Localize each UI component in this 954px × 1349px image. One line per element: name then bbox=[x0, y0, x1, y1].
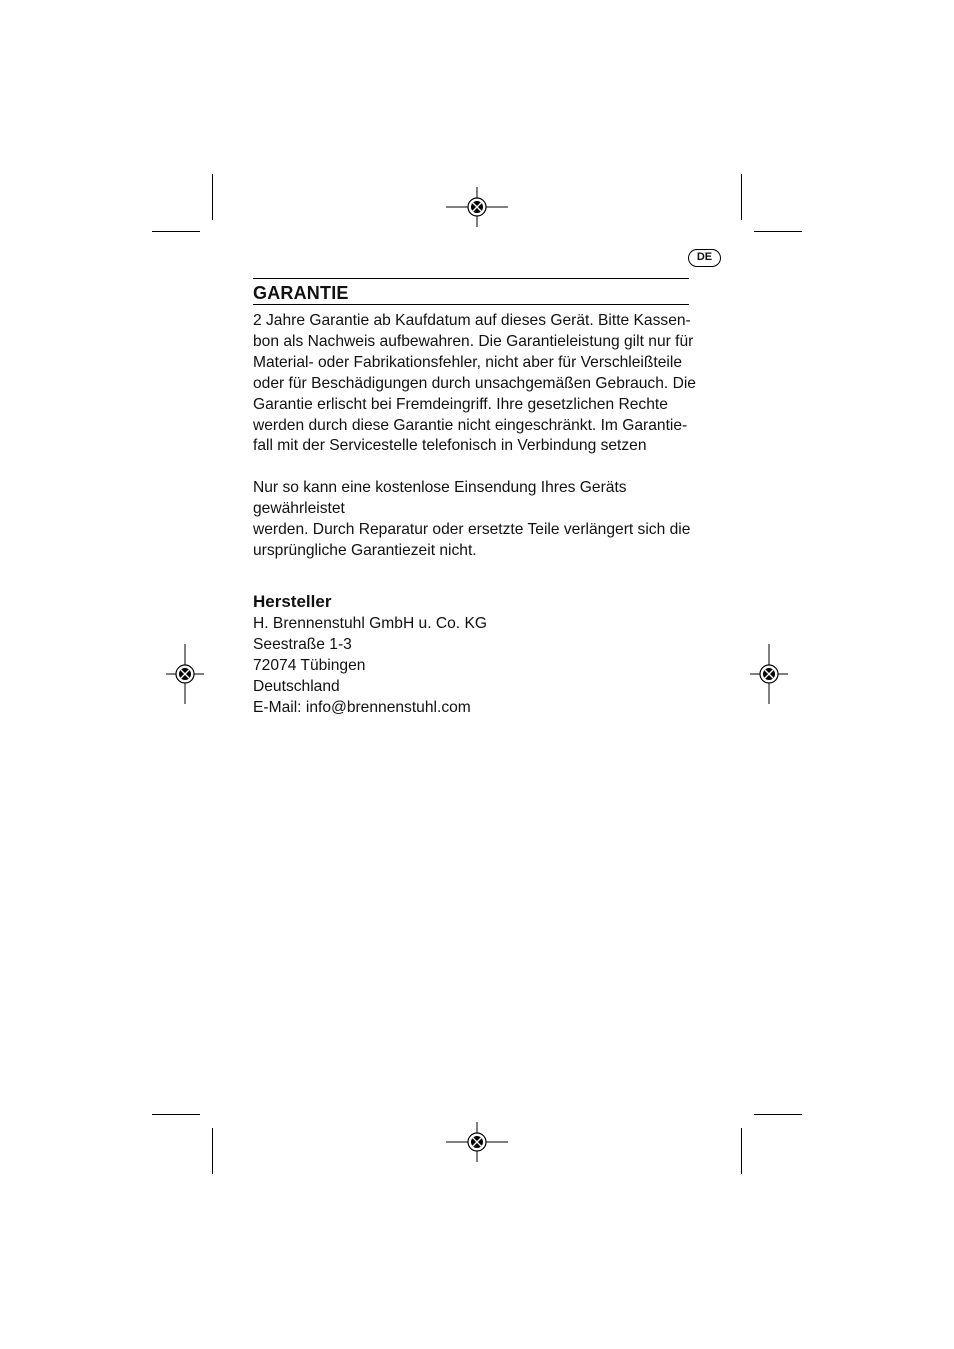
crop-mark-bottom-right-vertical bbox=[741, 1128, 742, 1174]
crop-mark-top-right-horizontal bbox=[754, 231, 802, 232]
registration-mark-bottom-icon bbox=[446, 1122, 508, 1162]
crop-mark-bottom-left-horizontal bbox=[152, 1114, 200, 1115]
manufacturer-country: Deutschland bbox=[253, 677, 340, 695]
registration-mark-right-icon bbox=[750, 644, 788, 704]
section-bottom-rule bbox=[253, 304, 689, 305]
manufacturer-company: H. Brennenstuhl GmbH u. Co. KG bbox=[253, 614, 488, 632]
manufacturer-street: Seestraße 1-3 bbox=[253, 635, 352, 653]
crop-mark-bottom-right-horizontal bbox=[754, 1114, 802, 1115]
language-badge: DE bbox=[688, 249, 721, 267]
manufacturer-city: 72074 Tübingen bbox=[253, 656, 366, 674]
crop-mark-top-left-vertical bbox=[212, 174, 213, 220]
registration-mark-left-icon bbox=[166, 644, 204, 704]
warranty-title: GARANTIE bbox=[253, 283, 349, 303]
crop-mark-top-left-horizontal bbox=[152, 231, 200, 232]
manufacturer-email: E-Mail: info@brennenstuhl.com bbox=[253, 698, 471, 716]
page-content bbox=[253, 278, 703, 719]
crop-mark-top-right-vertical bbox=[741, 174, 742, 220]
manufacturer-title: Hersteller bbox=[253, 591, 332, 611]
manufacturer-block bbox=[253, 592, 703, 719]
warranty-paragraph-2: Nur so kann eine kostenlose Einsendung Ihres Geräts gewährleistet werden. Durch Reparatur oder ersetzte Teile verlängert sich die ursprüngliche Garantiezeit nicht. bbox=[253, 479, 691, 560]
section-top-rule bbox=[253, 278, 689, 279]
registration-mark-top-icon bbox=[446, 187, 508, 227]
crop-mark-bottom-left-vertical bbox=[212, 1128, 213, 1174]
warranty-paragraph-1: 2 Jahre Garantie ab Kaufdatum auf dieses Gerät. Bitte Kassen- bon als Nachweis aufbewahren. Die Garantieleistung gilt nur für Material- oder Fabrikationsfehler, nicht aber für Verschleißteile oder für Beschädigungen durch unsachgemäßen Gebrauch. Die Garantie erlischt bei Fremdeingriff. Ihre gesetzlichen Rechte werden durch diese Garantie nicht eingeschränkt. Im Garantie- fall mit der Servicestelle telefonisch in Verbindung setzen bbox=[253, 312, 696, 455]
